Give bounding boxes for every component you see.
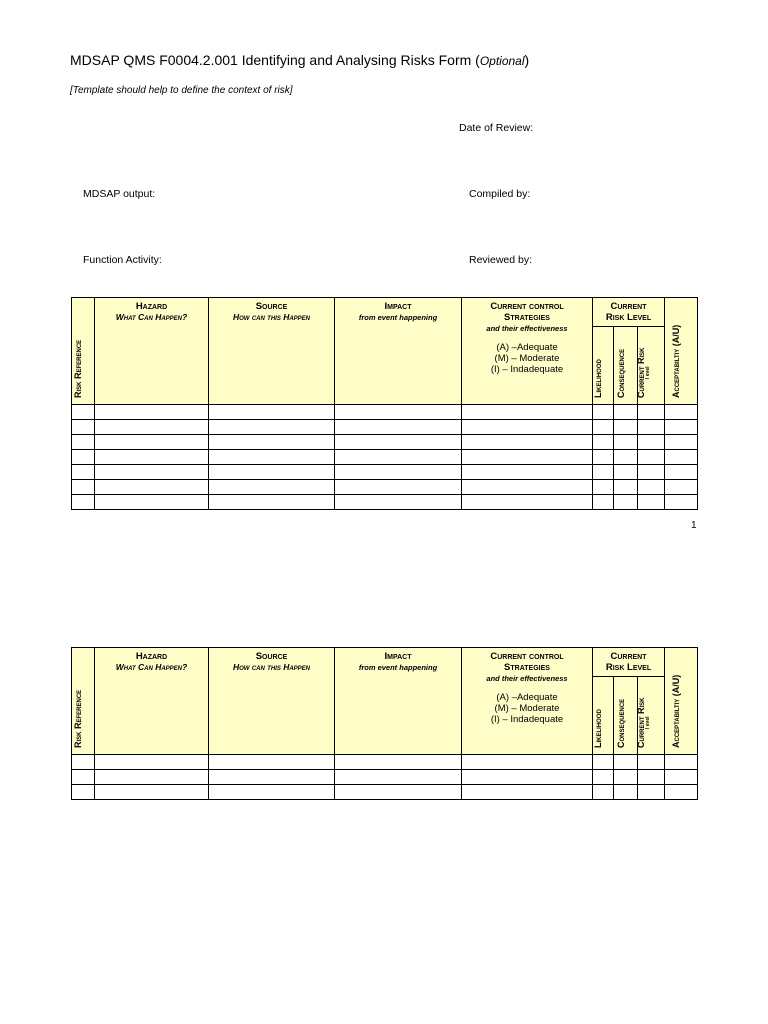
hazard-label: Hazard bbox=[135, 651, 168, 662]
table-row bbox=[72, 480, 698, 495]
table-row bbox=[72, 770, 698, 785]
source-sublabel: How can this Happen bbox=[232, 662, 311, 672]
impact-header bbox=[335, 648, 462, 755]
hazard-header bbox=[95, 298, 209, 405]
effectiveness-list bbox=[462, 692, 592, 725]
current-risk-header bbox=[638, 677, 665, 755]
current-risk-level-header bbox=[593, 298, 665, 327]
table-row bbox=[72, 405, 698, 420]
moderate-item: (M) – Moderate bbox=[494, 353, 560, 364]
likelihood-label: Likelihood bbox=[593, 359, 603, 398]
impact-sublabel: from event happening bbox=[358, 663, 438, 672]
source-label: Source bbox=[255, 651, 288, 662]
risk-reference-label: Risk Reference bbox=[73, 689, 83, 748]
impact-header bbox=[335, 298, 462, 405]
adequate-item: (A) –Adequate bbox=[496, 342, 558, 353]
likelihood-label: Likelihood bbox=[593, 709, 603, 748]
acceptability-label: Acceptabiltiy (A/U) bbox=[671, 674, 681, 748]
source-header bbox=[209, 648, 335, 755]
date-of-review-label: Date of Review: bbox=[459, 122, 534, 134]
mdsap-output-label: MDSAP output: bbox=[83, 188, 156, 200]
controls-header bbox=[462, 648, 593, 755]
risk-reference-label: Risk Reference bbox=[73, 339, 83, 398]
table-row bbox=[72, 435, 698, 450]
source-label: Source bbox=[255, 301, 288, 312]
form-title bbox=[70, 52, 529, 68]
controls-label-2: Strategies bbox=[504, 312, 550, 323]
acceptability-label: Acceptabiltiy (A/U) bbox=[671, 324, 681, 398]
risk-table-1 bbox=[71, 297, 698, 510]
table-row bbox=[72, 465, 698, 480]
table-row bbox=[72, 420, 698, 435]
impact-label: Impact bbox=[384, 301, 412, 312]
current-risk-level-header bbox=[593, 648, 665, 677]
consequence-header bbox=[614, 677, 638, 755]
current-risk-level-label-1: Current bbox=[610, 301, 647, 312]
form-subtitle: [Template should help to define the context of risk] bbox=[70, 85, 293, 96]
controls-label-1: Current control bbox=[490, 301, 564, 312]
current-risk-header bbox=[638, 327, 665, 405]
impact-label: Impact bbox=[384, 651, 412, 662]
current-risk-level-label-1: Current bbox=[610, 651, 647, 662]
hazard-label: Hazard bbox=[135, 301, 168, 312]
hazard-sublabel: What Can Happen? bbox=[115, 312, 188, 322]
acceptability-header bbox=[665, 298, 698, 405]
current-risk-label bbox=[636, 347, 651, 398]
adequate-item: (A) –Adequate bbox=[496, 692, 558, 703]
current-risk-tiny-text: l evel bbox=[645, 366, 651, 379]
hazard-sublabel: What Can Happen? bbox=[115, 662, 188, 672]
table-row bbox=[72, 755, 698, 770]
current-risk-level-label-2: Risk Level bbox=[605, 662, 652, 673]
hazard-header bbox=[95, 648, 209, 755]
current-risk-text: Current Risk bbox=[636, 347, 646, 398]
consequence-label: Consequence bbox=[615, 348, 626, 398]
title-main: MDSAP QMS F0004.2.001 Identifying and Analysing Risks Form ( bbox=[70, 52, 480, 68]
source-sublabel: How can this Happen bbox=[232, 312, 311, 322]
current-risk-label bbox=[636, 697, 651, 748]
compiled-by-label: Compiled by: bbox=[469, 188, 531, 200]
current-risk-text: Current Risk bbox=[636, 697, 646, 748]
risk-reference-header bbox=[72, 298, 95, 405]
current-risk-tiny-text: l evel bbox=[645, 716, 651, 729]
moderate-item: (M) – Moderate bbox=[494, 703, 560, 714]
controls-sublabel: and their effectiveness bbox=[486, 674, 568, 683]
acceptability-header bbox=[665, 648, 698, 755]
title-optional: Optional bbox=[479, 54, 525, 68]
impact-sublabel: from event happening bbox=[358, 313, 438, 322]
current-risk-level-label-2: Risk Level bbox=[605, 312, 652, 323]
controls-label-2: Strategies bbox=[504, 662, 550, 673]
title-close: ) bbox=[524, 52, 530, 68]
reviewed-by-label: Reviewed by: bbox=[469, 254, 533, 266]
function-activity-label: Function Activity: bbox=[83, 254, 162, 266]
page-number: 1 bbox=[691, 520, 697, 531]
inadequate-item: (I) – Indadequate bbox=[490, 364, 564, 375]
table-row bbox=[72, 450, 698, 465]
risk-reference-header bbox=[72, 648, 95, 755]
effectiveness-list bbox=[462, 342, 592, 375]
likelihood-header bbox=[593, 677, 614, 755]
source-header bbox=[209, 298, 335, 405]
table-row bbox=[72, 785, 698, 800]
inadequate-item: (I) – Indadequate bbox=[490, 714, 564, 725]
controls-header bbox=[462, 298, 593, 405]
controls-label-1: Current control bbox=[490, 651, 564, 662]
controls-sublabel: and their effectiveness bbox=[486, 324, 568, 333]
table-row bbox=[72, 495, 698, 510]
likelihood-header bbox=[593, 327, 614, 405]
risk-table-2 bbox=[71, 647, 698, 800]
consequence-header bbox=[614, 327, 638, 405]
consequence-label: Consequence bbox=[615, 698, 626, 748]
